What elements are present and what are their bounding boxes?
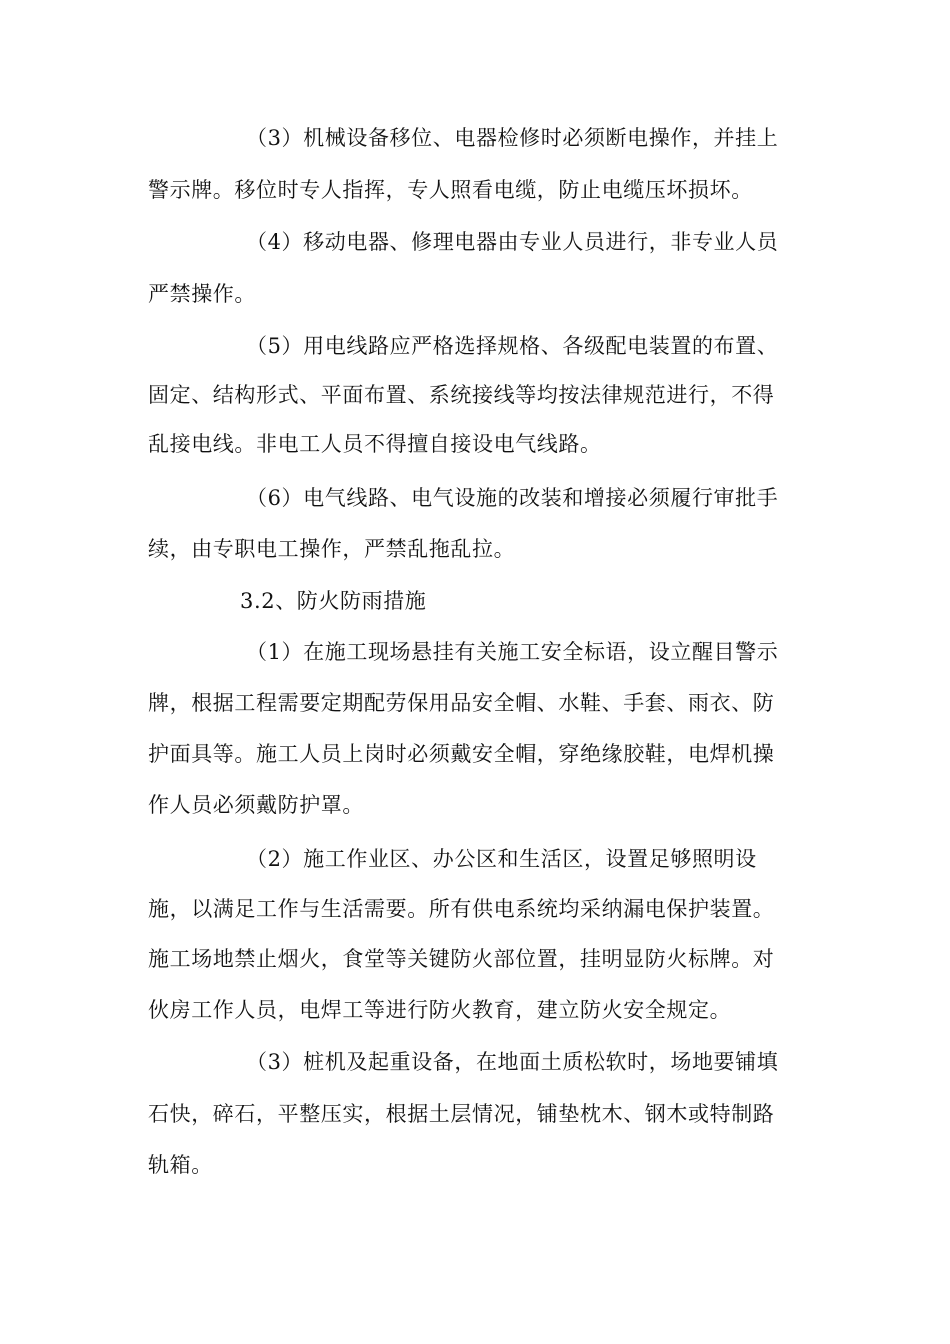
paragraph-4-line-1: （4）移动电器、修理电器由专业人员进行，非专业人员	[246, 230, 779, 254]
fire-paragraph-1-line-2: 牌，根据工程需要定期配劳保用品安全帽、水鞋、手套、雨衣、防	[148, 691, 775, 715]
fire-paragraph-2-line-1: （2）施工作业区、办公区和生活区，设置足够照明设	[246, 847, 757, 871]
fire-paragraph-2-line-4: 伙房工作人员，电焊工等进行防火教育，建立防火安全规定。	[148, 998, 732, 1022]
paragraph-5-line-2: 固定、结构形式、平面布置、系统接线等均按法律规范进行，不得	[148, 383, 775, 407]
paragraph-4-line-2: 严禁操作。	[148, 282, 256, 306]
fire-paragraph-1-line-3: 护面具等。施工人员上岗时必须戴安全帽，穿绝缘胶鞋，电焊机操	[148, 742, 775, 766]
paragraph-5-line-3: 乱接电线。非电工人员不得擅自接设电气线路。	[148, 432, 602, 456]
section-heading: 3.2、防火防雨措施	[240, 589, 427, 613]
paragraph-6-line-1: （6）电气线路、电气设施的改装和增接必须履行审批手	[246, 486, 779, 510]
fire-paragraph-3-line-1: （3）桩机及起重设备，在地面土质松软时，场地要铺填	[246, 1050, 779, 1074]
paragraph-3-line-2: 警示牌。移位时专人指挥，专人照看电缆，防止电缆压坏损坏。	[148, 178, 753, 202]
fire-paragraph-3-line-3: 轨箱。	[148, 1153, 213, 1177]
fire-paragraph-2-line-2: 施，以满足工作与生活需要。所有供电系统均采纳漏电保护装置。	[148, 897, 775, 921]
fire-paragraph-1-line-4: 作人员必须戴防护罩。	[148, 793, 364, 817]
paragraph-3-line-1: （3）机械设备移位、电器检修时必须断电操作，并挂上	[246, 126, 779, 150]
fire-paragraph-3-line-2: 石快，碎石，平整压实，根据土层情况，铺垫枕木、钢木或特制路	[148, 1102, 775, 1126]
fire-paragraph-1-line-1: （1）在施工现场悬挂有关施工安全标语，设立醒目警示	[246, 640, 779, 664]
fire-paragraph-2-line-3: 施工场地禁止烟火，食堂等关键防火部位置，挂明显防火标牌。对	[148, 947, 775, 971]
paragraph-6-line-2: 续，由专职电工操作，严禁乱拖乱拉。	[148, 537, 516, 561]
paragraph-5-line-1: （5）用电线路应严格选择规格、各级配电装置的布置、	[246, 334, 779, 358]
